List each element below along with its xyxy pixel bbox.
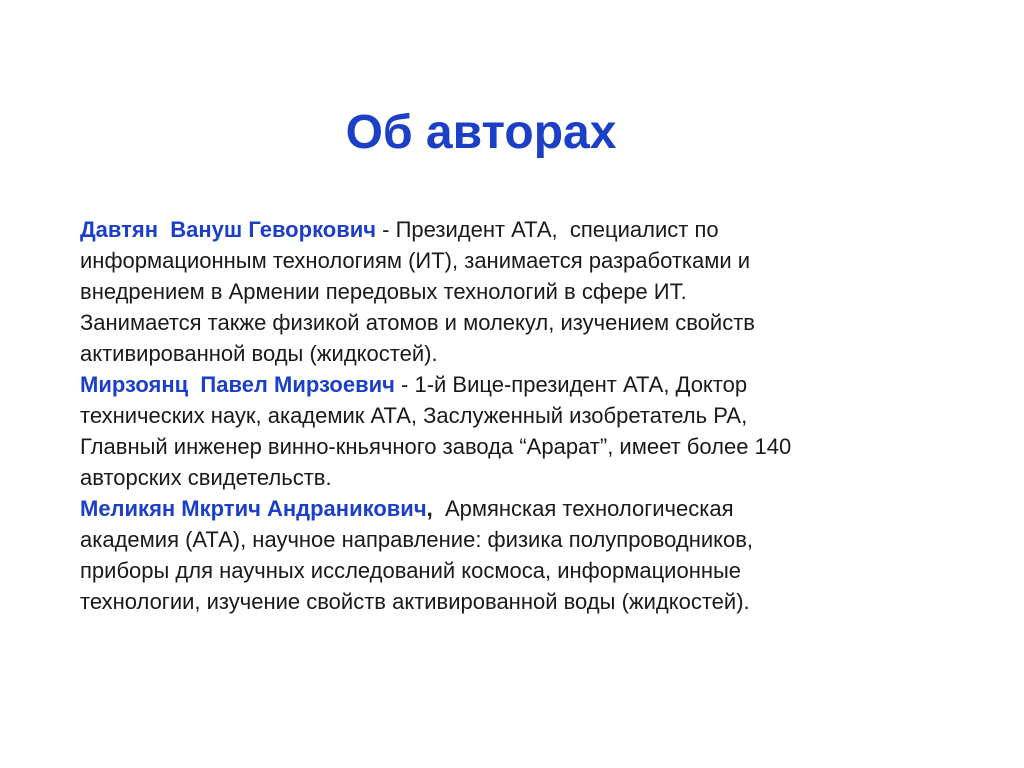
author-1-line: Занимается также физикой атомов и молекул, изучением свойств — [80, 310, 755, 335]
author-2-intro: - 1-й Вице-президент АТА, Доктор — [394, 372, 748, 397]
author-1-line: информационным технологиям (ИТ), занимается разработками и — [80, 248, 751, 273]
slide-title: Об авторах — [345, 106, 617, 159]
author-3-name: Меликян Мкртич Андраникович — [80, 496, 427, 521]
author-1-first-line — [80, 214, 791, 245]
author-3-line: технологии, изучение свойств активированной воды (жидкостей). — [80, 589, 750, 614]
author-1-line: внедрением в Армении передовых технологий в сфере ИТ. — [80, 279, 687, 304]
author-3-line: приборы для научных исследований космоса, информационные — [80, 558, 742, 583]
author-2-name: Мирзоянц Павел Мирзоевич — [80, 372, 395, 397]
author-3-line: академия (АТА), научное направление: физика полупроводников, — [80, 527, 754, 552]
author-1-line: активированной воды (жидкостей). — [80, 341, 438, 366]
author-3-intro: Армянская технологическая — [432, 496, 734, 521]
author-2-line: авторских свидетельств. — [80, 465, 332, 490]
author-3-first-line — [80, 493, 791, 524]
author-1-name: Давтян Вануш Геворкович — [80, 217, 377, 242]
author-3-separator: , — [426, 496, 433, 521]
author-2-line: Главный инженер винно-кньячного завода “Арарат”, имеет более 140 — [80, 434, 792, 459]
authors-text — [80, 214, 791, 617]
author-2-line: технических наук, академик АТА, Заслуженный изобретатель РА, — [80, 403, 748, 428]
author-2-first-line — [80, 369, 791, 400]
author-1-intro: - Президент АТА, специалист по — [376, 217, 719, 242]
